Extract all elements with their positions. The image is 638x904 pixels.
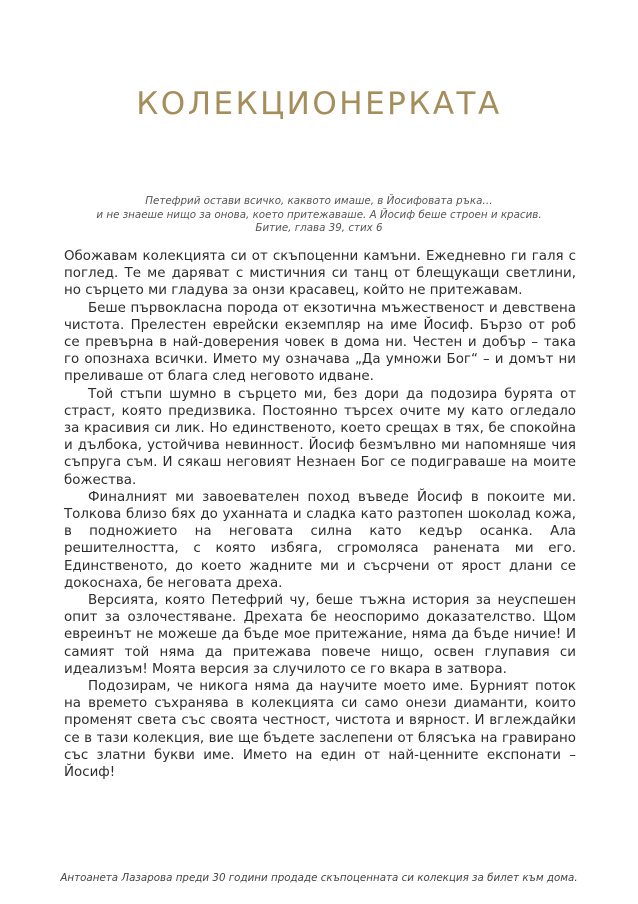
page-title: КОЛЕКЦИОНЕРКАТА bbox=[136, 86, 502, 122]
paragraph: Беше първокласна порода от екзотична мъжественост и девствена чистота. Прелестен еврейски екземпляр на име Йосиф. Бързо от роб се превърна в най-доверения човек в дома ни. Честен и добър – така го опознаха всички. Името му означава „Да умножи Бог“ – и домът ни преливаше от блага след неговото идване. bbox=[64, 300, 576, 385]
paragraph: Версията, която Петефрий чу, беше тъжна история за неуспешен опит за озлочестяване. Дрехата бе неоспоримо доказателство. Щом евреинът не можеше да бъде мое притежание, няма да бъде ничие! И самият той няма да притежава повече нищо, освен глупавия си идеализъм! Моята версия за случилото се го вкара в затвора. bbox=[64, 593, 576, 677]
paragraph: Подозирам, че никога няма да научите моето име. Бурният поток на времето съхранява в колекцията си само онези диаманти, които променят света със своята честност, чистота и вярност. И вглеждайки се в тази колекция, вие ще бъдете заслепени от блясъка на гравирано със златни букви име. Името на един от най-ценните експонати – Йосиф! bbox=[64, 679, 576, 781]
epigraph bbox=[40, 195, 598, 236]
paragraph: Той стъпи шумно в сърцето ми, без дори да подозира бурята от страст, която предизвика. Постоянно търсех очите му като огледало за красивия си лик. Но единственото, което срещах в тях, бе спокойна и дълбока, устойчива невинност. Йосиф безмълвно ми напомняше чия съпруга съм. И сякаш неговият Незнаен Бог се подиграваше на моите божества. bbox=[64, 386, 576, 488]
story-body bbox=[64, 248, 576, 781]
epigraph-line: Петефрий остави всичко, каквото имаше, в Йосифовата ръка… bbox=[145, 195, 493, 207]
author-note: Антоанета Лазарова преди 30 години продаде скъпоценната си колекция за билет към дома. bbox=[60, 872, 578, 884]
epigraph-source: Битие, глава 39, стих 6 bbox=[255, 222, 383, 234]
paragraph: Обожавам колекцията си от скъпоценни камъни. Ежедневно ги галя с поглед. Те ме даряват с мистичния си танц от блещукащи светлини, но сърцето ми гладува за онзи красавец, който не притежавам. bbox=[64, 249, 576, 299]
epigraph-line: и не знаеше нищо за онова, което притежаваше. А Йосиф беше строен и красив. bbox=[96, 208, 542, 221]
paragraph: Финалният ми завоевателен поход въведе Йосиф в покоите ми. Толкова близо бях до уханната и сладка като разтопен шоколад кожа, в подножието на неговата силна като кедър осанка. Ала решителността, с която избяга, сгромоляса ранената ми его. Единственото, до което жадните ми и съсрчени от ярост длани се докоснаха, бе неговата дреха. bbox=[64, 489, 576, 591]
